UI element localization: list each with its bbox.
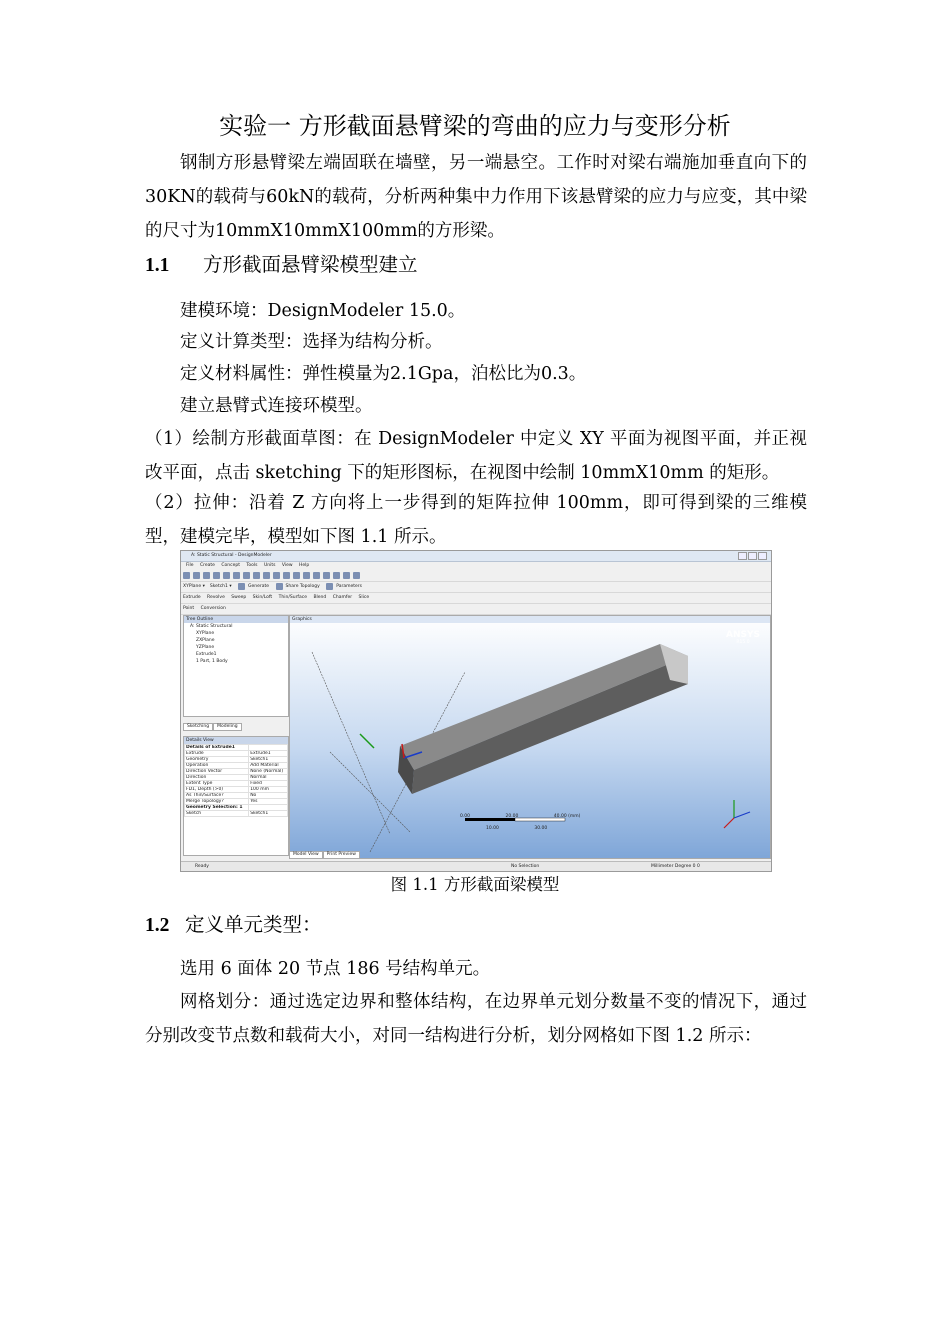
plane-selector[interactable]: XYPlane ▾: [183, 584, 205, 589]
menu-help[interactable]: Help: [299, 563, 310, 568]
new-icon[interactable]: [183, 572, 190, 579]
redo-icon[interactable]: [223, 572, 230, 579]
ansys-brand: ANSYS: [726, 630, 760, 640]
edge-icon[interactable]: [253, 572, 260, 579]
scale-label-40: 40.00 (mm): [553, 814, 581, 819]
menu-file[interactable]: File: [186, 563, 194, 568]
intro-paragraph: 钢制方形悬臂梁左端固联在墙壁，另一端悬空。工作时对梁右端施加垂直向下的30KN的载荷与60kN的载荷，分析两种集中力作用下该悬臂梁的应力与应变，其中梁的尺寸为10mmX10mmX100mm的方形梁。: [145, 153, 807, 241]
details-key: Geometry Selection: 1: [185, 805, 249, 811]
tree-item-xyplane[interactable]: XYPlane: [196, 631, 215, 636]
section-1-1-heading: [145, 248, 418, 283]
export-icon[interactable]: [203, 572, 210, 579]
details-value: Fixed: [249, 781, 288, 787]
slice-button[interactable]: Slice: [358, 595, 370, 600]
window-title: A: Static Structural - DesignModeler: [191, 553, 272, 558]
chamfer-button[interactable]: Chamfer: [332, 595, 353, 600]
status-ready: Ready: [195, 864, 209, 869]
close-icon[interactable]: [758, 552, 767, 560]
modeling-environment-line: 建模环境：DesignModeler 15.0。: [180, 301, 466, 321]
analysis-type-line: 定义计算类型：选择为结构分析。: [180, 332, 443, 352]
tab-model-view[interactable]: Model View: [289, 851, 323, 859]
details-view-header: Details View: [184, 737, 288, 744]
window-titlebar: [181, 551, 771, 562]
status-units: Millimeter Degree 0 0: [651, 864, 700, 869]
step-1-paragraph: （1）绘制方形截面草图：在 DesignModeler 中定义 XY 平面为视图平面，并正视改平面，点击 sketching 下的矩形图标，在视图中绘制 10mmX10mm 的矩形。: [145, 429, 807, 483]
toolbar-row-2: [181, 582, 771, 593]
face-icon[interactable]: [243, 572, 250, 579]
mode-tabs: [183, 723, 287, 731]
details-key: As Thin/Surface?: [185, 793, 249, 799]
rotate-icon[interactable]: [273, 572, 280, 579]
tab-print-preview[interactable]: Print Preview: [323, 851, 360, 859]
details-key: Geometry: [185, 757, 249, 763]
magnifier-icon[interactable]: [323, 572, 330, 579]
menu-tools[interactable]: Tools: [246, 563, 258, 568]
isometric-icon[interactable]: [353, 572, 360, 579]
details-key: Direction: [185, 775, 249, 781]
section-title: 定义单元类型：: [185, 913, 322, 936]
extrude-button[interactable]: Extrude: [183, 595, 201, 600]
material-line: 定义材料属性：弹性模量为2.1Gpa，泊松比为0.3。: [180, 364, 587, 384]
status-selection: No Selection: [511, 864, 540, 869]
tree-outline-header: Tree Outline: [184, 616, 288, 623]
sketch-selector[interactable]: Sketch1 ▾: [209, 584, 232, 589]
generate-button[interactable]: Generate: [248, 584, 270, 589]
toolbar-row-3: [181, 593, 771, 604]
model-line: 建立悬臂式连接环模型。: [180, 396, 373, 416]
details-value: Add Material: [249, 763, 288, 769]
scale-label-30: 30.00: [534, 826, 548, 831]
undo-icon[interactable]: [213, 572, 220, 579]
save-icon[interactable]: [193, 572, 200, 579]
details-value: No: [249, 793, 288, 799]
details-key: Sketch: [185, 811, 249, 817]
select-icon[interactable]: [233, 572, 240, 579]
tree-item-zxplane[interactable]: ZXPlane: [196, 638, 215, 643]
scale-label-10: 10.00: [486, 826, 499, 831]
share-topology-button[interactable]: Share Topology: [285, 584, 320, 589]
skin-loft-button[interactable]: Skin/Loft: [252, 595, 273, 600]
details-value: None (Normal): [249, 769, 288, 775]
tree-outline-panel: [183, 615, 289, 717]
tree-item-yzplane[interactable]: YZPlane: [196, 645, 215, 650]
ansys-version: R15.0: [736, 640, 750, 645]
details-key: Direction Vector: [185, 769, 249, 775]
zoom-icon[interactable]: [293, 572, 300, 579]
scale-label-0: 0.00: [460, 814, 471, 819]
zoom-fit-icon[interactable]: [313, 572, 320, 579]
meshing-paragraph: 网格划分：通过选定边界和整体结构，在边界单元划分数量不变的情况下，通过分别改变节点数和载荷大小，对同一结构进行分析，划分网格如下图 1.2 所示：: [145, 992, 807, 1046]
tab-sketching[interactable]: Sketching: [183, 723, 213, 731]
details-value: Sketch1: [249, 757, 288, 763]
document-title: 实验一 方形截面悬臂梁的弯曲的应力与变形分析: [219, 112, 731, 140]
scale-label-20: 20.00: [505, 814, 519, 819]
section-1-2-heading: [145, 908, 322, 943]
details-key: FD1, Depth (>0): [185, 787, 249, 793]
blend-button[interactable]: Blend: [313, 595, 327, 600]
triad-icon: [724, 800, 750, 828]
tree-item-extrude1[interactable]: Extrude1: [196, 652, 217, 657]
scale-labels-bottom: [486, 826, 547, 831]
details-value: Extrude1: [249, 751, 288, 757]
details-key: Extrude: [185, 751, 249, 757]
details-table: [184, 744, 288, 817]
parameters-icon[interactable]: [326, 583, 333, 590]
next-view-icon[interactable]: [343, 572, 350, 579]
parameters-button[interactable]: Parameters: [336, 584, 362, 589]
toolbar-row-1: [181, 571, 771, 582]
graphics-header: Graphics: [290, 616, 770, 623]
body-icon[interactable]: [263, 572, 270, 579]
details-view-panel: [183, 736, 289, 856]
element-type-line: 选用 6 面体 20 节点 186 号结构单元。: [180, 959, 491, 979]
zoom-box-icon[interactable]: [303, 572, 310, 579]
designmodeler-screenshot: [180, 550, 772, 872]
graphics-viewport[interactable]: [289, 615, 771, 859]
menu-view[interactable]: View: [281, 563, 293, 568]
section-number: 1.1: [145, 255, 170, 276]
conversion-button[interactable]: Conversion: [200, 606, 226, 611]
previous-view-icon[interactable]: [333, 572, 340, 579]
axis-line-1: [312, 652, 390, 834]
menu-concept[interactable]: Concept: [221, 563, 240, 568]
model-graphics: [290, 622, 770, 858]
details-value: Sketch1: [249, 811, 288, 817]
maximize-icon[interactable]: [748, 552, 757, 560]
view-tabs: [289, 851, 360, 859]
details-row[interactable]: [185, 811, 288, 817]
figure-caption: 图 1.1 方形截面梁模型: [390, 875, 560, 894]
menu-units[interactable]: Units: [263, 563, 276, 568]
tree-item-parts[interactable]: 1 Part, 1 Body: [196, 659, 228, 664]
minimize-icon[interactable]: [738, 552, 747, 560]
step-2-paragraph: （2）拉伸：沿着 Z 方向将上一步得到的矩阵拉伸 100mm，即可得到梁的三维模型，建模完毕，模型如下图 1.1 所示。: [145, 493, 807, 547]
pan-icon[interactable]: [283, 572, 290, 579]
beam-top-face: [400, 644, 688, 770]
menu-bar: [181, 562, 771, 570]
status-bar: [181, 861, 771, 872]
point-button[interactable]: Point: [183, 606, 195, 611]
section-number: 1.2: [145, 915, 170, 936]
details-value: 100 mm: [249, 787, 288, 793]
section-title: 方形截面悬臂梁模型建立: [203, 253, 418, 276]
toolbar-row-4: [181, 604, 771, 615]
details-key: Operation: [185, 763, 249, 769]
details-key: Extent Type: [185, 781, 249, 787]
details-value: Yes: [249, 799, 288, 805]
revolve-button[interactable]: Revolve: [207, 595, 225, 600]
details-key: Details of Extrude1: [185, 745, 249, 751]
y-axis-arrow-icon: [360, 734, 374, 748]
window-controls: [737, 552, 767, 562]
details-value: Normal: [249, 775, 288, 781]
generate-icon[interactable]: [238, 583, 245, 590]
share-topology-icon[interactable]: [276, 583, 283, 590]
details-key: Merge Topology?: [185, 799, 249, 805]
beam-side-face: [412, 656, 688, 794]
menu-create[interactable]: Create: [199, 563, 215, 568]
scale-labels-top: [460, 814, 580, 819]
tree-item-root[interactable]: A: Static Structural: [190, 624, 233, 629]
thin-surface-button[interactable]: Thin/Surface: [278, 595, 308, 600]
sweep-button[interactable]: Sweep: [231, 595, 247, 600]
tab-modeling[interactable]: Modeling: [213, 723, 241, 731]
axis-line-2: [330, 752, 410, 832]
